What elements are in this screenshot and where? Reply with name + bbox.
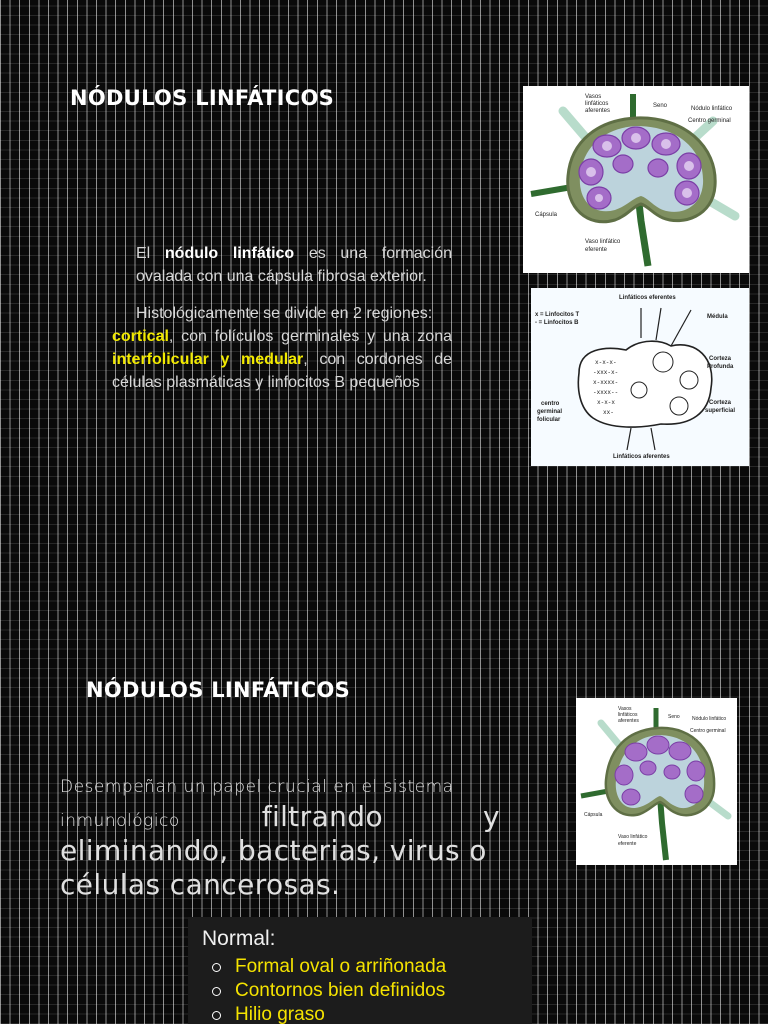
text-y: y — [483, 800, 500, 833]
label-seno: Seno — [653, 103, 668, 109]
slide-2 — [0, 512, 768, 1024]
lymph-node-schematic — [531, 288, 749, 466]
label-eferente: eferente — [585, 247, 608, 253]
svg-text:-xxx-x-: -xxx-x- — [593, 369, 619, 376]
label-legend-b: - = Linfocitos B — [535, 320, 579, 326]
text: es una formación ovalada con una cápsula fibrosa exterior. — [136, 245, 453, 285]
label-corteza-prof-2: Profunda — [707, 364, 734, 370]
label-aferentes: aferentes — [618, 718, 639, 724]
normal-characteristics-box — [188, 917, 532, 1024]
label-eferente: eferente — [618, 841, 637, 847]
bold-term: nódulo linfático — [164, 245, 295, 262]
label-aferentes: aferentes — [585, 108, 611, 114]
text: , con cordones de células plasmáticas y linfocitos B pequeños — [112, 351, 452, 391]
svg-text:-xxxx--: -xxxx-- — [593, 389, 619, 396]
slide-1-body — [112, 242, 452, 408]
label-medula: Médula — [707, 314, 728, 320]
normal-list — [188, 955, 532, 1024]
label-vasos: Vasos — [618, 706, 632, 712]
svg-text:x-xxxx-: x-xxxx- — [593, 379, 619, 386]
highlight-cortical: cortical — [112, 328, 169, 345]
slide-1-title: NÓDULOS LINFÁTICOS — [70, 86, 335, 110]
text-inmunologico: inmunológico — [60, 811, 180, 831]
slide-2-title: NÓDULOS LINFÁTICOS — [86, 678, 351, 702]
label-centro-1: centro — [541, 401, 560, 407]
label-vaso: Vaso linfático — [618, 834, 648, 840]
body-line-3: eliminando, bacterias, virus o — [60, 834, 487, 867]
text: El — [136, 245, 165, 262]
label-centro: Centro germinal — [690, 728, 726, 734]
slide-2-body — [60, 774, 500, 902]
label-corteza-sup-1: Corteza — [709, 400, 732, 406]
label-centro: Centro germinal — [688, 118, 731, 124]
lymph-node-diagram-small — [576, 698, 737, 865]
label-seno: Seno — [668, 714, 680, 720]
list-item — [212, 1003, 532, 1024]
label-centro-2: germinal — [537, 409, 563, 415]
svg-text:xx-: xx- — [603, 409, 614, 416]
body-line-2 — [60, 800, 500, 834]
label-centro-3: folicular — [537, 417, 561, 423]
bullet-circle-icon — [212, 1011, 221, 1020]
label-vasos: Vasos — [585, 94, 602, 100]
list-item-text: Formal oval o arriñonada — [235, 956, 447, 977]
label-corteza-sup-2: superficial — [705, 408, 736, 414]
label-capsula: Cápsula — [535, 212, 558, 218]
label-eferentes: Linfáticos eferentes — [619, 295, 676, 301]
bullet-circle-icon — [212, 987, 221, 996]
normal-heading: Normal: — [202, 927, 276, 950]
list-item — [212, 979, 532, 1003]
highlight-medular: interfolicular y medular — [112, 351, 304, 368]
label-aferentes-2: Linfáticos aferentes — [613, 454, 670, 460]
text: , con folículos germinales y una zona — [168, 328, 452, 345]
list-item-text: Contornos bien definidos — [235, 980, 446, 1001]
svg-text:x-x-x-: x-x-x- — [595, 359, 617, 366]
list-item — [212, 955, 532, 979]
label-capsula: Cápsula — [584, 812, 603, 818]
label-vaso: Vaso linfático — [585, 239, 621, 245]
lymph-node-diagram — [523, 86, 749, 273]
paragraph-regions — [112, 325, 452, 394]
label-nodulo: Nódulo linfático — [691, 106, 733, 112]
svg-text:x-x-x: x-x-x — [597, 399, 616, 406]
body-line-1: Desempeñan un papel crucial en el sistema — [60, 777, 454, 797]
label-legend-t: x = Linfocitos T — [535, 312, 580, 318]
label-linfaticos: linfáticos — [618, 712, 638, 718]
label-linfaticos: linfáticos — [585, 101, 609, 107]
label-corteza-prof-1: Corteza — [709, 356, 732, 362]
paragraph-definition — [112, 242, 452, 288]
text-filtrando: filtrando — [261, 800, 384, 833]
body-line-4: células cancerosas. — [60, 868, 341, 901]
list-item-text: Hilio graso — [235, 1004, 325, 1024]
paragraph-histology: Histológicamente se divide en 2 regiones: — [136, 305, 433, 322]
label-nodulo: Nódulo linfático — [692, 716, 727, 722]
bullet-circle-icon — [212, 963, 221, 972]
